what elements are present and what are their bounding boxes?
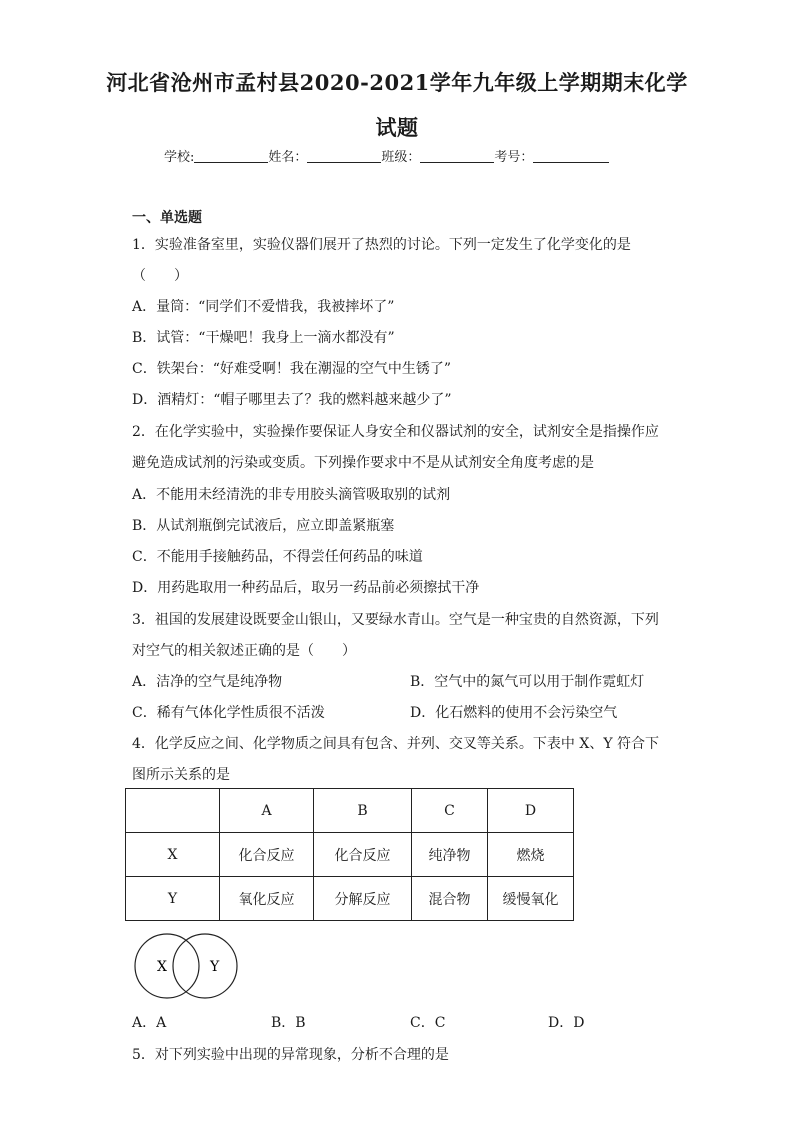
q1-stem-line2: （ ） (132, 268, 188, 284)
q3-stem-line1: 3．祖国的发展建设既要金山银山，又要绿水青山。空气是一种宝贵的自然资源，下列 (132, 612, 659, 628)
table-cell: 纯净物 (412, 833, 488, 877)
q2-option-a: A．不能用未经清洗的非专用胶头滴管吸取别的试剂 (132, 487, 451, 503)
q2-option-b: B．从试剂瓶倒完试液后，应立即盖紧瓶塞 (132, 518, 395, 534)
exam-title-line1: 河北省沧州市孟村县2020-2021学年九年级上学期期末化学 (106, 70, 688, 95)
q2-option-d: D．用药匙取用一种药品后，取另一药品前必须擦拭干净 (132, 580, 480, 596)
venn-circle-x (135, 934, 199, 998)
q4-option-b: B．B (271, 1015, 306, 1031)
school-label: 学校: (164, 150, 195, 165)
student-info-row (164, 146, 609, 165)
q4-option-d: D．D (548, 1015, 585, 1031)
class-blank[interactable] (420, 148, 494, 163)
table-header-cell: C (412, 789, 488, 833)
venn-label-y: Y (210, 959, 220, 975)
table-header-cell: A (220, 789, 314, 833)
name-blank[interactable] (307, 148, 381, 163)
school-blank[interactable] (194, 148, 268, 163)
q2-stem-line1: 2．在化学实验中，实验操作要保证人身安全和仪器试剂的安全，试剂安全是指操作应 (132, 424, 659, 440)
section-heading: 一、单选题 (132, 210, 202, 226)
class-label: 班级： (381, 150, 421, 165)
venn-circle-y (173, 934, 237, 998)
table-cell: 氧化反应 (220, 877, 314, 921)
table-cell: 化合反应 (220, 833, 314, 877)
table-cell: 缓慢氧化 (488, 877, 574, 921)
table-header-row (126, 789, 574, 833)
q3-option-d: D．化石燃料的使用不会污染空气 (410, 705, 618, 721)
table-cell: 分解反应 (314, 877, 412, 921)
number-blank[interactable] (533, 148, 609, 163)
q2-option-c: C．不能用手接触药品，不得尝任何药品的味道 (132, 549, 423, 565)
table-row (126, 877, 574, 921)
q4-relation-table (125, 788, 574, 921)
table-row (126, 833, 574, 877)
q4-option-a: A．A (132, 1015, 167, 1031)
table-cell: 化合反应 (314, 833, 412, 877)
table-cell: 混合物 (412, 877, 488, 921)
name-label: 姓名： (268, 150, 308, 165)
q1-option-b: B．试管：“干燥吧！我身上一滴水都没有” (132, 330, 395, 346)
table-cell: Y (126, 877, 220, 921)
venn-diagram (133, 932, 239, 1000)
table-header-cell: B (314, 789, 412, 833)
q5-stem-line1: 5．对下列实验中出现的异常现象，分析不合理的是 (132, 1047, 449, 1063)
exam-title-line2: 试题 (375, 115, 419, 140)
q3-stem-line2: 对空气的相关叙述正确的是（ ） (132, 643, 356, 659)
q1-option-d: D．酒精灯：“帽子哪里去了？我的燃料越来越少了” (132, 392, 452, 408)
table-header-cell (126, 789, 220, 833)
q3-option-b: B．空气中的氮气可以用于制作霓虹灯 (410, 674, 645, 690)
number-label: 考号： (494, 150, 534, 165)
q3-option-c: C．稀有气体化学性质很不活泼 (132, 705, 325, 721)
q1-option-c: C．铁架台：“好难受啊！我在潮湿的空气中生锈了” (132, 361, 452, 377)
venn-label-x: X (157, 959, 167, 975)
q1-stem-line1: 1．实验准备室里，实验仪器们展开了热烈的讨论。下列一定发生了化学变化的是 (132, 237, 631, 253)
q1-option-a: A．量筒：“同学们不爱惜我，我被摔坏了” (132, 299, 395, 315)
q4-stem-line1: 4．化学反应之间、化学物质之间具有包含、并列、交叉等关系。下表中 X、Y 符合下 (132, 736, 660, 752)
table-cell: 燃烧 (488, 833, 574, 877)
q2-stem-line2: 避免造成试剂的污染或变质。下列操作要求中不是从试剂安全角度考虑的是 (132, 455, 594, 471)
table-cell: X (126, 833, 220, 877)
q4-option-c: C．C (410, 1015, 446, 1031)
q3-option-a: A．洁净的空气是纯净物 (132, 674, 283, 690)
q4-stem-line2: 图所示关系的是 (132, 767, 230, 783)
table-header-cell: D (488, 789, 574, 833)
